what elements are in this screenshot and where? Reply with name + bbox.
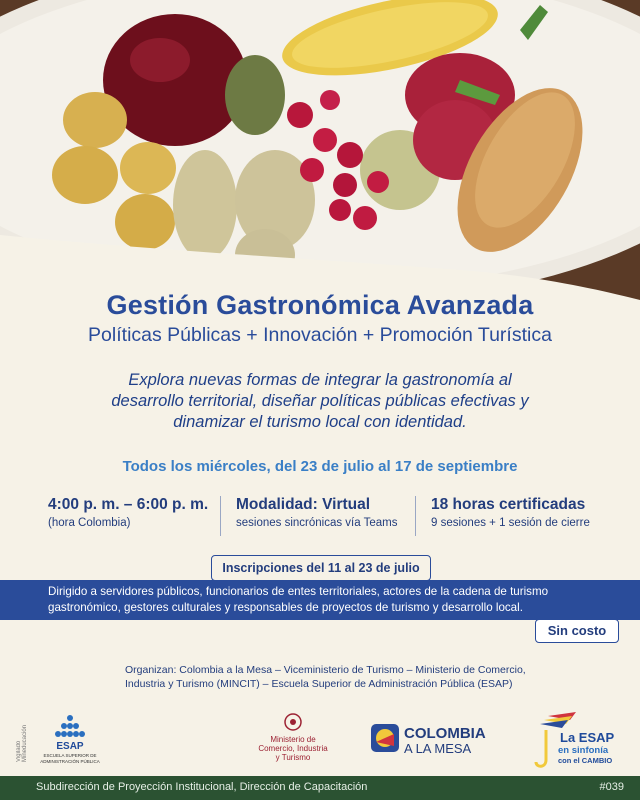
footer-number: #039 xyxy=(599,781,624,793)
footer-bar xyxy=(0,776,640,800)
divider xyxy=(415,496,416,536)
esap-logo-name: ESAP xyxy=(56,741,84,752)
description-line: Explora nuevas formas de integrar la gastronomía al xyxy=(128,371,512,389)
description-line: dinamizar el turismo local con identidad. xyxy=(173,413,467,431)
registration-badge: Inscripciones del 11 al 23 de julio xyxy=(211,555,431,581)
description-line: desarrollo territorial, diseñar políticas públicas efectivas y xyxy=(111,392,529,410)
mode-value: Modalidad: Virtual xyxy=(236,496,371,513)
course-description xyxy=(70,370,570,433)
audience-text xyxy=(48,584,618,616)
hero-image xyxy=(0,0,640,300)
audience-line: Dirigido a servidores públicos, funcionarios de entes territoriales, actores de la cadena de turismo xyxy=(48,585,549,598)
sinfonia-line: con el CAMBIO xyxy=(558,756,613,765)
cost-badge: Sin costo xyxy=(535,619,619,643)
course-info-row xyxy=(40,496,610,536)
mode-info xyxy=(236,496,398,529)
esap-logo xyxy=(40,715,100,764)
sinfonia-line: La ESAP xyxy=(560,730,615,745)
page-subtitle: Políticas Públicas + Innovación + Promoción Turística xyxy=(88,324,552,346)
colombia-logo xyxy=(371,724,486,756)
schedule-text: Todos los miércoles, del 23 de julio al 17 de septiembre xyxy=(122,458,518,475)
time-info xyxy=(48,496,208,529)
side-mark: Vigilado Mineducación xyxy=(16,724,28,762)
time-note: (hora Colombia) xyxy=(48,517,131,529)
organizers-line: Industria y Turismo (MINCIT) – Escuela Superior de Administración Pública (ESAP) xyxy=(125,678,513,690)
ministerio-logo xyxy=(258,714,328,762)
footer-left-text: Subdirección de Proyección Institucional, Dirección de Capacitación xyxy=(36,781,368,793)
sinfonia-line: en sinfonía xyxy=(558,745,609,756)
ministerio-line: Ministerio de xyxy=(270,735,316,744)
esap-logo-line: ESCUELA SUPERIOR DE xyxy=(43,753,97,758)
mode-note: sesiones sincrónicas vía Teams xyxy=(236,517,398,529)
page-title: Gestión Gastronómica Avanzada xyxy=(106,290,534,320)
ministerio-line: Comercio, Industria xyxy=(258,744,328,753)
audience-line: gastronómico, gestores culturales y responsables de proyectos de turismo y desarrollo local. xyxy=(48,601,523,614)
hours-value: 18 horas certificadas xyxy=(431,496,586,513)
hours-info xyxy=(431,496,590,529)
logos-row xyxy=(0,706,640,776)
esap-logo-line: ADMINISTRACIÓN PÚBLICA xyxy=(40,759,100,764)
organizers-line: Organizan: Colombia a la Mesa – Viceministerio de Turismo – Ministerio de Comercio, xyxy=(125,664,526,676)
time-value: 4:00 p. m. – 6:00 p. m. xyxy=(48,496,209,513)
colombia-line: COLOMBIA xyxy=(404,725,486,742)
ministerio-line: y Turismo xyxy=(275,753,311,762)
organizers-text xyxy=(125,663,545,691)
colombia-line: A LA MESA xyxy=(404,741,472,756)
sinfonia-logo xyxy=(536,712,615,766)
audience-band xyxy=(0,580,640,620)
divider xyxy=(220,496,221,536)
hours-note: 9 sesiones + 1 sesión de cierre xyxy=(431,517,590,529)
